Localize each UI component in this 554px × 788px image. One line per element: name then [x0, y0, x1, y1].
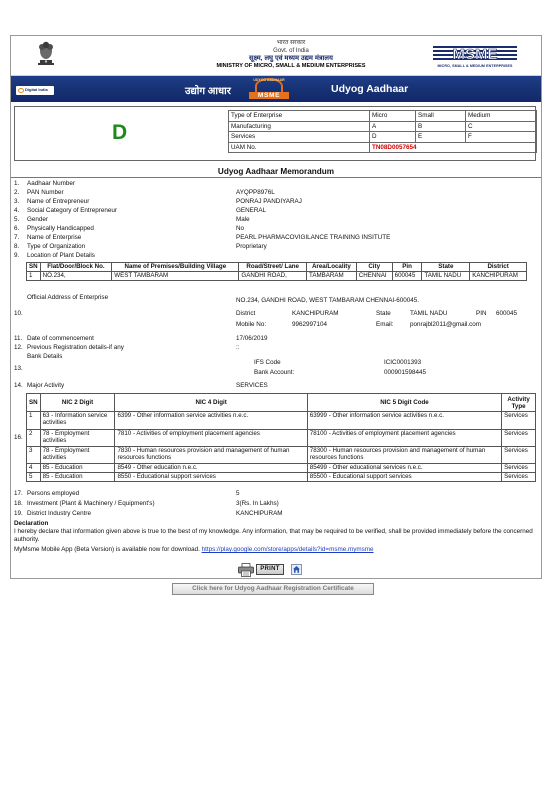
field-label: Type of Organization — [27, 243, 86, 250]
table-cell: 7810 - Activities of employment placement agencies — [115, 430, 307, 447]
table-cell: E — [416, 132, 466, 143]
field-number: 7. — [14, 234, 20, 241]
table-cell: Services — [502, 412, 536, 430]
table-cell: 78 - Employment activities — [40, 447, 115, 464]
printer-icon[interactable] — [238, 563, 254, 577]
column-header: Pin — [392, 263, 422, 272]
table-cell: Type of Enterprise — [229, 111, 370, 122]
table-cell: 8550 - Educational support services — [115, 473, 307, 482]
column-header: NIC 2 Digit — [40, 394, 115, 412]
table-cell: 78300 - Human resources provision and management of human resources functions — [307, 447, 501, 464]
field-number: 16. — [14, 434, 23, 441]
table-cell: 8549 - Other education n.e.c. — [115, 464, 307, 473]
field-number: 10. — [14, 310, 23, 317]
field-number: 6. — [14, 225, 20, 232]
declaration-block — [14, 520, 534, 554]
table-cell: 1 — [27, 412, 41, 430]
nic-activity-table — [26, 393, 536, 482]
table-row — [27, 473, 536, 482]
table-cell: Services — [229, 132, 370, 143]
table-cell: 1 — [27, 272, 41, 281]
badge-arc-text: UDYOG AADHAAR — [253, 78, 285, 82]
field-label: Location of Plant Details — [27, 252, 95, 259]
table-cell: Micro — [370, 111, 416, 122]
table-cell: CHENNAI — [356, 272, 392, 281]
table-cell: GANDHI ROAD, — [239, 272, 307, 281]
table-cell: 85 - Education — [40, 464, 115, 473]
field-row — [0, 197, 554, 206]
badge-text: MSME — [249, 92, 289, 99]
ifs-value: ICIC0001393 — [384, 359, 422, 366]
table-cell: A — [370, 121, 416, 132]
field-row — [0, 499, 554, 508]
email-label: Email: — [376, 321, 394, 328]
table-cell: 6399 - Other information service activities n.e.c. — [115, 412, 307, 430]
table-cell: 63 - Information service activities — [40, 412, 115, 430]
field-number: 1. — [14, 180, 20, 187]
table-cell: Manufacturing — [229, 121, 370, 132]
table-cell: Medium — [466, 111, 537, 122]
table-cell: 4 — [27, 464, 41, 473]
field-value: PEARL PHARMACOVIGILANCE TRAINING INSITUTE — [236, 234, 391, 241]
table-row — [27, 412, 536, 430]
udyog-aadhaar-badge — [249, 77, 289, 102]
field-label: District Industry Centre — [27, 510, 92, 517]
pin-value: 600045 — [496, 310, 518, 317]
field-label: Social Category of Entrepreneur — [27, 207, 117, 214]
msme-logo-subtitle: MICRO, SMALL & MEDIUM ENTERPRISES — [437, 64, 513, 68]
ministry-english: MINISTRY OF MICRO, SMALL & MEDIUM ENTERPRISES — [216, 62, 366, 69]
digital-india-text: Digital India — [25, 87, 48, 92]
column-header: NIC 4 Digit — [115, 394, 307, 412]
email-value: ponrajbl2011@gmail.com — [410, 321, 482, 328]
field-row — [0, 242, 554, 251]
table-cell: Services — [502, 447, 536, 464]
field-label: Gender — [27, 216, 49, 223]
bank-details-label: Bank Details — [27, 353, 63, 360]
table-row — [27, 272, 527, 281]
column-header: State — [422, 263, 470, 272]
table-row — [229, 111, 537, 122]
field-number: 5. — [14, 216, 20, 223]
table-cell: TAMIL NADU — [422, 272, 470, 281]
table-cell: KANCHIPURAM — [470, 272, 527, 281]
table-row — [27, 447, 536, 464]
field-label: Persons employed — [27, 490, 80, 497]
field-number: 19. — [14, 510, 23, 517]
table-cell: NO.234, — [40, 272, 112, 281]
field-value: KANCHIPURAM — [236, 510, 283, 517]
field-value: :: — [236, 344, 240, 351]
field-label: Previous Registration details-if any — [27, 344, 124, 351]
field-label: Major Activity — [27, 382, 65, 389]
field-value: 5 — [236, 490, 240, 497]
field-row — [0, 215, 554, 224]
header-top — [11, 36, 541, 76]
ministry-hindi: सूक्ष्म, लघु एवं मध्यम उद्यम मंत्रालय — [248, 55, 333, 62]
field-value: AYQPP8976L — [236, 189, 275, 196]
msme-logo-icon — [423, 44, 527, 64]
table-cell: 7830 - Human resources provision and management of human resources functions — [115, 447, 307, 464]
app-download-link[interactable]: https://play.google.com/store/apps/details?id=msme.mymsme — [201, 546, 374, 553]
field-value: GENERAL — [236, 207, 267, 214]
field-number: 8. — [14, 243, 20, 250]
field-value: Male — [236, 216, 250, 223]
field-label: Name of Entrepreneur — [27, 198, 90, 205]
declaration-text: I hereby declare that information given above is true to the best of my knowledge. Any information, that may be required to be verified, shall be provided immediately before the concerned authority. — [14, 528, 533, 543]
field-number: 2. — [14, 189, 20, 196]
field-row — [0, 179, 554, 188]
state-value: TAMIL NADU — [410, 310, 448, 317]
table-header-row — [27, 263, 527, 272]
bank-account-label: Bank Account: — [254, 369, 295, 376]
divider — [11, 177, 541, 178]
district-value: KANCHIPURAM — [292, 310, 339, 317]
table-cell: C — [466, 121, 537, 132]
table-cell: 3 — [27, 447, 41, 464]
table-cell: F — [466, 132, 537, 143]
table-cell: 5 — [27, 473, 41, 482]
msme-logo — [423, 44, 527, 70]
enterprise-grade: D — [112, 121, 128, 144]
national-emblem-icon — [34, 38, 58, 68]
field-value: SERVICES — [236, 382, 268, 389]
app-promo-text: MyMsme Mobile App (Beta Version) is available now for download. — [14, 546, 200, 553]
column-header: Name of Premises/Building Village — [112, 263, 239, 272]
band-title: Udyog Aadhaar — [331, 83, 409, 95]
table-cell: Small — [416, 111, 466, 122]
uam-number: TN08D0057654 — [370, 142, 537, 153]
table-cell: 85 - Education — [40, 473, 115, 482]
field-number: 14. — [14, 382, 23, 389]
table-cell: WEST TAMBARAM — [112, 272, 239, 281]
table-cell: D — [370, 132, 416, 143]
govt-hindi: भारत सरकार — [276, 40, 306, 46]
govt-english: Govt. of India — [273, 47, 309, 54]
field-number: 11. — [14, 335, 23, 342]
field-row — [0, 489, 554, 498]
table-row — [229, 132, 537, 143]
table-cell: 600045 — [392, 272, 422, 281]
table-header-row — [27, 394, 536, 412]
field-value: 3(Rs. In Lakhs) — [236, 500, 279, 507]
table-cell: 78100 - Activities of employment placement agencies — [307, 430, 501, 447]
table-cell: 85500 - Educational support services — [307, 473, 501, 482]
digital-india-icon — [18, 88, 24, 93]
district-label: District — [236, 310, 256, 317]
table-cell: Services — [502, 430, 536, 447]
field-label: Aadhaar Number — [27, 180, 75, 187]
table-row — [27, 430, 536, 447]
column-header: SN — [27, 263, 41, 272]
msme-logo-text: MSME — [452, 46, 498, 63]
table-row — [27, 464, 536, 473]
column-header: SN — [27, 394, 41, 412]
registration-certificate-button[interactable]: Click here for Udyog Aadhaar Registration Certificate — [172, 583, 374, 595]
field-label: Name of Enterprise — [27, 234, 82, 241]
digital-india-logo — [16, 86, 54, 95]
field-row — [0, 343, 554, 352]
field-row — [0, 233, 554, 242]
column-header: Road/Street/ Lane — [239, 263, 307, 272]
home-icon[interactable] — [291, 564, 302, 575]
table-row — [229, 142, 537, 153]
bank-account-value: 000901598445 — [384, 369, 427, 376]
official-address: NO.234, GANDHI ROAD, WEST TAMBARAM CHENNAI-600045. — [236, 297, 420, 304]
field-label: Physically Handicapped — [27, 225, 94, 232]
state-label: State — [376, 310, 391, 317]
print-button[interactable]: PRINT — [256, 564, 284, 575]
field-number: 3. — [14, 198, 20, 205]
field-row — [0, 334, 554, 343]
band-title-hindi: उद्योग आधार — [185, 86, 231, 97]
mobile-value: 9962997104 — [292, 321, 328, 328]
field-row — [0, 206, 554, 215]
uam-label: UAM No. — [229, 142, 370, 153]
column-header: City — [356, 263, 392, 272]
column-header: NIC 5 Digit Code — [307, 394, 501, 412]
field-row — [0, 381, 554, 390]
table-cell: 2 — [27, 430, 41, 447]
field-number: 18. — [14, 500, 23, 507]
column-header: Area/Locality — [307, 263, 357, 272]
field-value: No — [236, 225, 245, 232]
column-header: Flat/Door/Block No. — [40, 263, 112, 272]
field-value: Proprietary — [236, 243, 267, 250]
ministry-heading — [191, 40, 391, 70]
memorandum-title: Udyog Aadhaar Memorandum — [217, 167, 335, 176]
field-number: 9. — [14, 252, 20, 259]
field-value: 17/06/2019 — [236, 335, 268, 342]
column-header: District — [470, 263, 527, 272]
table-cell: Services — [502, 473, 536, 482]
column-header: Activity Type — [502, 394, 536, 412]
field-number: 13. — [14, 365, 23, 372]
official-address-label: Official Address of Enterprise — [27, 294, 109, 301]
ifs-label: IFS Code — [254, 359, 281, 366]
enterprise-type-table — [228, 110, 537, 153]
field-row — [0, 251, 554, 260]
table-cell: 63999 - Other information service activities n.e.c. — [307, 412, 501, 430]
table-row — [229, 121, 537, 132]
table-cell: 85499 - Other educational services n.e.c. — [307, 464, 501, 473]
field-row — [0, 509, 554, 518]
field-row — [0, 188, 554, 197]
field-number: 12. — [14, 344, 23, 351]
pin-label: PIN — [476, 310, 487, 317]
mobile-label: Mobile No: — [236, 321, 267, 328]
field-row — [0, 224, 554, 233]
field-label: Date of commencement — [27, 335, 94, 342]
field-value: PONRAJ PANDIYARAJ — [236, 198, 302, 205]
table-cell: 78 - Employment activities — [40, 430, 115, 447]
field-label: Investment (Plant & Machinery / Equipment's) — [27, 500, 155, 507]
declaration-title: Declaration — [14, 520, 49, 527]
table-cell: TAMBARAM — [307, 272, 357, 281]
table-cell: Services — [502, 464, 536, 473]
field-number: 17. — [14, 490, 23, 497]
field-number: 4. — [14, 207, 20, 214]
field-label: PAN Number — [27, 189, 64, 196]
plant-location-table — [26, 262, 527, 281]
table-cell: B — [416, 121, 466, 132]
